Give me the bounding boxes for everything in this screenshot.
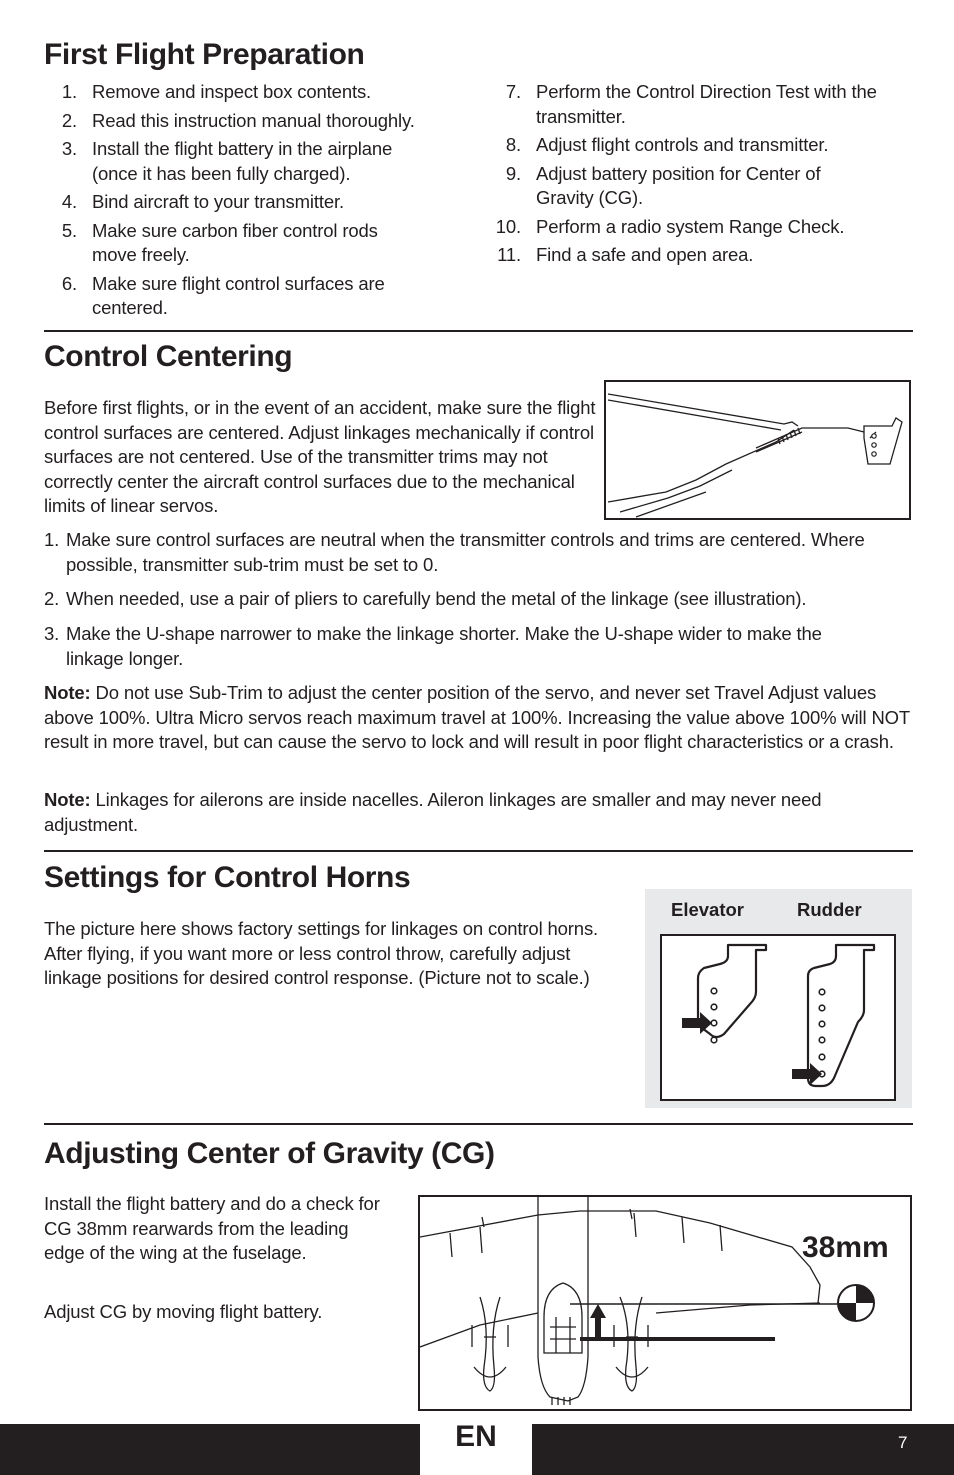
section-divider xyxy=(44,850,913,852)
list-item-text: Make sure flight control surfaces are centered. xyxy=(92,272,385,318)
note-travel-adjust xyxy=(44,681,912,755)
note-label: Note: xyxy=(44,682,91,703)
list-item xyxy=(488,215,908,240)
aircraft-top-view-drawing xyxy=(420,1197,910,1409)
list-item xyxy=(44,80,474,105)
list-item xyxy=(488,80,896,129)
cg-illustration xyxy=(418,1195,912,1411)
list-item-text: Bind aircraft to your transmitter. xyxy=(92,191,344,212)
list-item-text: Adjust battery position for Center of Gravity (CG). xyxy=(536,162,821,208)
section-divider xyxy=(44,330,913,332)
prep-list-left xyxy=(44,80,474,325)
list-item-text: Make sure carbon fiber control rods move freely. xyxy=(92,219,378,265)
footer-bar-right xyxy=(532,1424,954,1475)
control-horns-panel xyxy=(645,889,912,1108)
centering-intro: Before first flights, or in the event of an accident, make sure the flight control surfaces are centered. Adjust linkages mechanically if control surfaces are not centered. Use of the transmitter trims may not correctly center the aircraft control surfaces due to the mechanical limits of linear servos. xyxy=(44,397,596,516)
note-ailerons xyxy=(44,788,874,837)
step-number: 3. xyxy=(44,623,60,644)
language-tab: EN xyxy=(455,1420,497,1453)
elevator-label: Elevator xyxy=(671,899,745,920)
centering-step xyxy=(44,622,884,671)
list-item xyxy=(488,243,908,268)
note-text: Do not use Sub-Trim to adjust the center position of the servo, and never set Travel Adjust values above 100%. Ultra Micro servos reach maximum travel at 100%. Increasing the value above 100% will NOT result in more travel, but can cause the servo to lock and will result in poor flight characteristics or a crash. xyxy=(44,682,910,752)
list-item-number: 2. xyxy=(61,109,77,131)
list-item xyxy=(488,133,908,158)
list-item-text: Perform the Control Direction Test with the transmitter. xyxy=(536,81,877,127)
list-item xyxy=(44,219,422,268)
section-title-control-horns: Settings for Control Horns xyxy=(44,861,411,894)
step-number: 1. xyxy=(44,529,60,550)
list-item-text: Perform a radio system Range Check. xyxy=(536,215,845,237)
list-item-number: 3. xyxy=(61,138,77,159)
section-title-control-centering: Control Centering xyxy=(44,340,293,373)
control-horns-drawing xyxy=(662,936,894,1099)
list-item-text: Adjust flight controls and transmitter. xyxy=(536,134,829,155)
list-item-number: 4. xyxy=(61,191,77,212)
section-divider xyxy=(44,1123,913,1125)
centering-step xyxy=(44,587,914,612)
list-item-text: Find a safe and open area. xyxy=(536,244,754,265)
cg-adjust-text: Adjust CG by moving flight battery. xyxy=(44,1301,323,1322)
step-text: When needed, use a pair of pliers to carefully bend the metal of the linkage (see illustration). xyxy=(66,588,807,609)
list-item-number: 5. xyxy=(61,219,77,241)
list-item-number: 6. xyxy=(61,272,77,294)
list-item-number: 1. xyxy=(61,81,77,102)
list-item-text: Read this instruction manual thoroughly. xyxy=(92,109,415,131)
list-item xyxy=(44,190,474,215)
list-item-number: 9. xyxy=(505,162,521,184)
note-text: Linkages for ailerons are inside nacelles. Aileron linkages are smaller and may never need adjustment. xyxy=(44,789,822,835)
list-item xyxy=(44,272,392,321)
section-title-center-of-gravity: Adjusting Center of Gravity (CG) xyxy=(44,1137,495,1170)
list-item-number: 8. xyxy=(505,134,521,155)
section-title-first-flight-preparation: First Flight Preparation xyxy=(44,38,365,71)
list-item xyxy=(44,109,474,134)
note-label: Note: xyxy=(44,789,91,810)
cg-text: Install the flight battery and do a check for CG 38mm rearwards from the leading edge of the wing at the fuselage. xyxy=(44,1193,380,1263)
linkage-pliers-drawing xyxy=(606,382,909,518)
list-item xyxy=(44,137,432,186)
horns-text: The picture here shows factory settings for linkages on control horns. After flying, if you want more or less control throw, carefully adjust linkage positions for desired control response. (Picture not to scale.) xyxy=(44,918,599,988)
prep-list-right xyxy=(488,80,908,272)
list-item-number: 11. xyxy=(497,244,521,265)
list-item-number: 10. xyxy=(495,215,521,237)
step-text: Make sure control surfaces are neutral when the transmitter controls and trims are centered. Where possible, transmitter sub-trim must be set to 0. xyxy=(66,529,865,575)
list-item-text: Install the flight battery in the airplane (once it has been fully charged). xyxy=(92,138,393,184)
linkage-illustration xyxy=(604,380,911,520)
list-item-text: Remove and inspect box contents. xyxy=(92,81,372,102)
rudder-label: Rudder xyxy=(797,899,862,920)
control-horns-illustration xyxy=(660,934,896,1101)
page-number: 7 xyxy=(898,1433,908,1452)
cg-measurement-label: 38mm xyxy=(802,1231,889,1264)
step-text: Make the U-shape narrower to make the linkage shorter. Make the U-shape wider to make the linkage longer. xyxy=(66,623,822,669)
list-item-number: 7. xyxy=(505,81,521,102)
list-item xyxy=(488,162,876,211)
step-number: 2. xyxy=(44,588,60,609)
footer-bar-left xyxy=(0,1424,420,1475)
centering-step xyxy=(44,528,914,577)
